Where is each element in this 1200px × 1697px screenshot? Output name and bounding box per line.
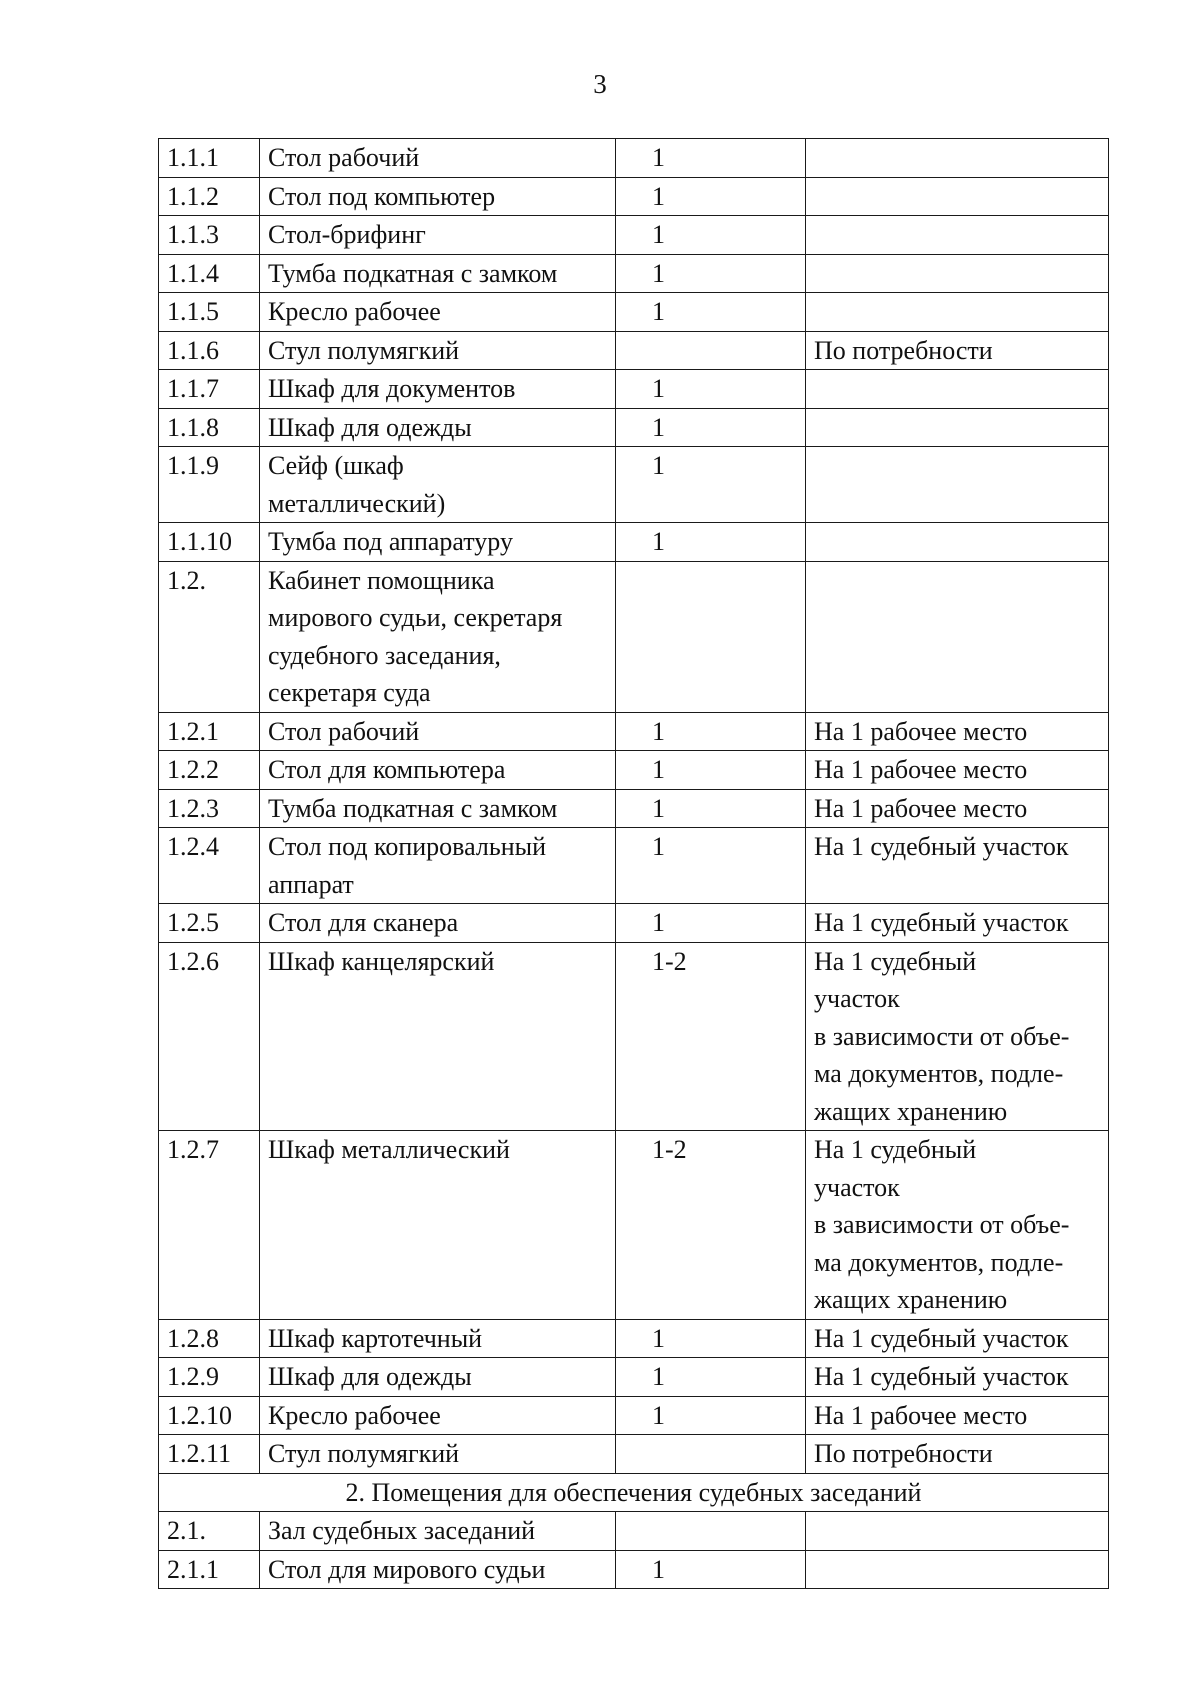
item-quantity-cell: 1 — [616, 254, 806, 293]
item-number-cell: 1.1.2 — [159, 177, 260, 216]
item-note-cell: На 1 судебный участок — [806, 1319, 1109, 1358]
table-row — [159, 1550, 1109, 1589]
item-name-cell: Шкаф картотечный — [260, 1319, 616, 1358]
item-quantity-cell: 1 — [616, 904, 806, 943]
item-note-cell: На 1 судебный участок — [806, 1358, 1109, 1397]
table-row — [159, 942, 1109, 1131]
item-note-cell — [806, 139, 1109, 178]
table-row — [159, 523, 1109, 562]
item-quantity-cell: 1 — [616, 523, 806, 562]
item-name-cell: Стол под копировальный аппарат — [260, 828, 616, 904]
item-name-cell: Стул полумягкий — [260, 331, 616, 370]
item-quantity-cell: 1 — [616, 1319, 806, 1358]
section-heading: 2. Помещения для обеспечения судебных заседаний — [159, 1473, 1109, 1512]
item-quantity-cell: 1-2 — [616, 1131, 806, 1320]
table-row — [159, 293, 1109, 332]
table-row — [159, 751, 1109, 790]
item-name-cell: Кабинет помощника мирового судьи, секретаря судебного заседания, секретаря суда — [260, 561, 616, 712]
item-number-cell: 1.1.7 — [159, 370, 260, 409]
item-name-cell: Кресло рабочее — [260, 293, 616, 332]
item-quantity-cell — [616, 561, 806, 712]
item-quantity-cell: 1 — [616, 293, 806, 332]
table-row — [159, 561, 1109, 712]
item-note-cell — [806, 408, 1109, 447]
item-note-cell: На 1 судебный участок — [806, 904, 1109, 943]
item-number-cell: 1.1.5 — [159, 293, 260, 332]
item-quantity-cell: 1 — [616, 828, 806, 904]
item-name-cell: Стол для сканера — [260, 904, 616, 943]
item-quantity-cell: 1-2 — [616, 942, 806, 1131]
item-number-cell: 1.2.8 — [159, 1319, 260, 1358]
item-note-cell — [806, 177, 1109, 216]
table-row — [159, 1358, 1109, 1397]
table-row — [159, 789, 1109, 828]
section-row — [159, 1473, 1109, 1512]
item-quantity-cell: 1 — [616, 789, 806, 828]
item-number-cell: 1.1.10 — [159, 523, 260, 562]
item-note-cell — [806, 447, 1109, 523]
furniture-table — [158, 138, 1109, 1589]
item-note-cell: На 1 судебный участок в зависимости от объе- ма документов, подле- жащих хранению — [806, 1131, 1109, 1320]
item-name-cell: Сейф (шкаф металлический) — [260, 447, 616, 523]
item-number-cell: 1.2.10 — [159, 1396, 260, 1435]
item-name-cell: Стул полумягкий — [260, 1435, 616, 1474]
item-note-cell — [806, 254, 1109, 293]
item-number-cell: 2.1.1 — [159, 1550, 260, 1589]
item-note-cell — [806, 1550, 1109, 1589]
item-quantity-cell — [616, 1512, 806, 1551]
item-number-cell: 1.2.9 — [159, 1358, 260, 1397]
table-row — [159, 1319, 1109, 1358]
table-row — [159, 712, 1109, 751]
item-number-cell: 1.1.9 — [159, 447, 260, 523]
table-row — [159, 177, 1109, 216]
item-note-cell: На 1 судебный участок — [806, 828, 1109, 904]
item-quantity-cell: 1 — [616, 216, 806, 255]
item-note-cell — [806, 370, 1109, 409]
table-row — [159, 331, 1109, 370]
item-note-cell — [806, 293, 1109, 332]
item-name-cell: Тумба подкатная с замком — [260, 789, 616, 828]
item-number-cell: 1.1.8 — [159, 408, 260, 447]
item-quantity-cell: 1 — [616, 408, 806, 447]
table-row — [159, 1131, 1109, 1320]
item-quantity-cell: 1 — [616, 712, 806, 751]
item-number-cell: 1.2.6 — [159, 942, 260, 1131]
table-row — [159, 447, 1109, 523]
item-name-cell: Стол для мирового судьи — [260, 1550, 616, 1589]
table-body — [159, 139, 1109, 1589]
item-quantity-cell: 1 — [616, 370, 806, 409]
item-name-cell: Тумба под аппаратуру — [260, 523, 616, 562]
item-name-cell: Стол под компьютер — [260, 177, 616, 216]
item-number-cell: 1.1.6 — [159, 331, 260, 370]
item-note-cell: На 1 рабочее место — [806, 1396, 1109, 1435]
item-name-cell: Тумба подкатная с замком — [260, 254, 616, 293]
item-note-cell: На 1 рабочее место — [806, 712, 1109, 751]
table-row — [159, 1435, 1109, 1474]
item-note-cell: По потребности — [806, 331, 1109, 370]
item-name-cell: Стол рабочий — [260, 139, 616, 178]
item-note-cell — [806, 523, 1109, 562]
item-number-cell: 1.2. — [159, 561, 260, 712]
item-number-cell: 1.1.4 — [159, 254, 260, 293]
item-quantity-cell — [616, 1435, 806, 1474]
item-note-cell: На 1 рабочее место — [806, 751, 1109, 790]
item-quantity-cell: 1 — [616, 751, 806, 790]
table-row — [159, 1396, 1109, 1435]
item-note-cell: На 1 рабочее место — [806, 789, 1109, 828]
item-quantity-cell: 1 — [616, 139, 806, 178]
item-number-cell: 1.2.2 — [159, 751, 260, 790]
item-note-cell — [806, 216, 1109, 255]
item-note-cell: На 1 судебный участок в зависимости от объе- ма документов, подле- жащих хранению — [806, 942, 1109, 1131]
item-number-cell: 1.2.1 — [159, 712, 260, 751]
item-name-cell: Стол-брифинг — [260, 216, 616, 255]
table-row — [159, 828, 1109, 904]
item-number-cell: 1.1.1 — [159, 139, 260, 178]
item-number-cell: 1.1.3 — [159, 216, 260, 255]
item-note-cell — [806, 1512, 1109, 1551]
item-quantity-cell: 1 — [616, 1358, 806, 1397]
table-row — [159, 370, 1109, 409]
item-number-cell: 1.2.5 — [159, 904, 260, 943]
item-name-cell: Шкаф для одежды — [260, 408, 616, 447]
item-name-cell: Стол рабочий — [260, 712, 616, 751]
item-name-cell: Шкаф для одежды — [260, 1358, 616, 1397]
item-name-cell: Шкаф канцелярский — [260, 942, 616, 1131]
page-number: 3 — [593, 69, 607, 99]
item-quantity-cell: 1 — [616, 447, 806, 523]
item-number-cell: 2.1. — [159, 1512, 260, 1551]
item-name-cell: Зал судебных заседаний — [260, 1512, 616, 1551]
item-name-cell: Шкаф для документов — [260, 370, 616, 409]
item-quantity-cell: 1 — [616, 1396, 806, 1435]
item-quantity-cell: 1 — [616, 1550, 806, 1589]
item-note-cell: По потребности — [806, 1435, 1109, 1474]
item-number-cell: 1.2.4 — [159, 828, 260, 904]
item-quantity-cell — [616, 331, 806, 370]
table-row — [159, 139, 1109, 178]
item-number-cell: 1.2.7 — [159, 1131, 260, 1320]
item-name-cell: Кресло рабочее — [260, 1396, 616, 1435]
table-row — [159, 254, 1109, 293]
item-name-cell: Шкаф металлический — [260, 1131, 616, 1320]
table-row — [159, 408, 1109, 447]
item-note-cell — [806, 561, 1109, 712]
table-row — [159, 904, 1109, 943]
table-row — [159, 216, 1109, 255]
table-row — [159, 1512, 1109, 1551]
item-name-cell: Стол для компьютера — [260, 751, 616, 790]
item-quantity-cell: 1 — [616, 177, 806, 216]
item-number-cell: 1.2.11 — [159, 1435, 260, 1474]
item-number-cell: 1.2.3 — [159, 789, 260, 828]
